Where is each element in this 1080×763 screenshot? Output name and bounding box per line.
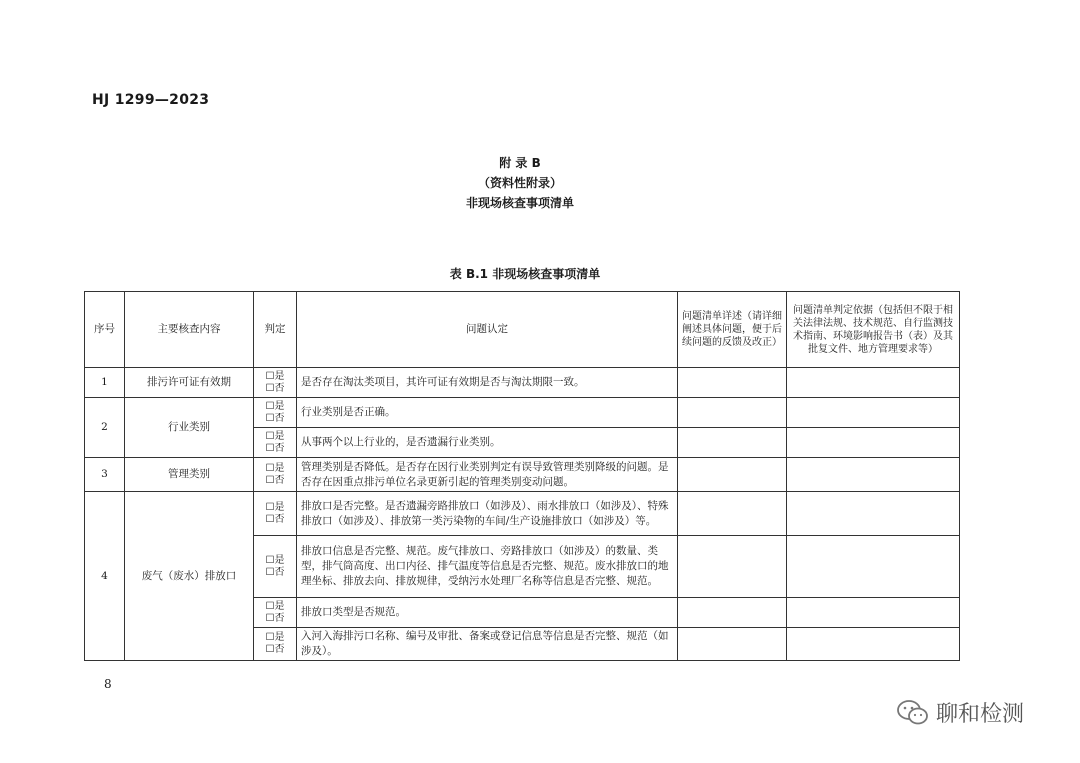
no-checkbox[interactable]: ☐否 bbox=[265, 612, 285, 624]
judge-cell bbox=[254, 598, 297, 628]
row-content: 行业类别 bbox=[125, 398, 254, 458]
no-checkbox[interactable]: ☐否 bbox=[265, 566, 285, 578]
basis-cell[interactable] bbox=[787, 368, 960, 398]
details-cell[interactable] bbox=[678, 398, 787, 428]
basis-cell[interactable] bbox=[787, 428, 960, 458]
judge-cell bbox=[254, 628, 297, 661]
header-judge: 判定 bbox=[254, 292, 297, 368]
row-issue: 排放口类型是否规范。 bbox=[297, 598, 678, 628]
basis-cell[interactable] bbox=[787, 628, 960, 661]
header-details: 问题清单详述（请详细阐述具体问题，便于后续问题的反馈及改正） bbox=[678, 292, 787, 368]
judge-cell bbox=[254, 536, 297, 598]
header-seq: 序号 bbox=[85, 292, 125, 368]
row-content: 废气（废水）排放口 bbox=[125, 492, 254, 661]
row-issue: 排放口信息是否完整、规范。废气排放口、旁路排放口（如涉及）的数量、类型，排气筒高度、出口内径、排气温度等信息是否完整、规范。废水排放口的地理坐标、排放去向、排放规律，受纳污水处理厂名称等信息是否完整、规范。 bbox=[297, 536, 678, 598]
standard-code: HJ 1299—2023 bbox=[92, 92, 210, 108]
details-cell[interactable] bbox=[678, 628, 787, 661]
basis-cell[interactable] bbox=[787, 458, 960, 492]
details-cell[interactable] bbox=[678, 492, 787, 536]
no-checkbox[interactable]: ☐否 bbox=[265, 382, 285, 394]
details-cell[interactable] bbox=[678, 368, 787, 398]
header-basis: 问题清单判定依据（包括但不限于相关法律法规、技术规范、自行监测技术指南、环境影响报告书（表）及其批复文件、地方管理要求等） bbox=[787, 292, 960, 368]
row-content: 管理类别 bbox=[125, 458, 254, 492]
details-cell[interactable] bbox=[678, 598, 787, 628]
yes-checkbox[interactable]: ☐是 bbox=[265, 632, 285, 643]
appendix-subtitle: （资料性附录） bbox=[477, 176, 562, 190]
appendix-name: 非现场核查事项清单 bbox=[465, 196, 574, 210]
table-row bbox=[85, 492, 960, 536]
yes-checkbox[interactable]: ☐是 bbox=[265, 554, 285, 566]
row-issue: 排放口是否完整。是否遗漏旁路排放口（如涉及）、雨水排放口（如涉及）、特殊排放口（如涉及）、排放第一类污染物的车间/生产设施排放口（如涉及）等。 bbox=[297, 492, 678, 536]
judge-cell bbox=[254, 458, 297, 492]
no-checkbox[interactable]: ☐否 bbox=[265, 412, 285, 424]
judge-cell bbox=[254, 428, 297, 458]
table-row bbox=[85, 368, 960, 398]
row-issue: 行业类别是否正确。 bbox=[297, 398, 678, 428]
details-cell[interactable] bbox=[678, 536, 787, 598]
no-checkbox[interactable]: ☐否 bbox=[265, 513, 285, 525]
judge-cell bbox=[254, 492, 297, 536]
judge-cell bbox=[254, 398, 297, 428]
basis-cell[interactable] bbox=[787, 492, 960, 536]
table-caption: 表 B.1 非现场核查事项清单 bbox=[449, 267, 601, 281]
no-checkbox[interactable]: ☐否 bbox=[265, 644, 285, 655]
page-number: 8 bbox=[104, 677, 112, 691]
no-checkbox[interactable]: ☐否 bbox=[265, 474, 285, 486]
checklist-table bbox=[84, 291, 960, 661]
basis-cell[interactable] bbox=[787, 536, 960, 598]
yes-checkbox[interactable]: ☐是 bbox=[265, 600, 285, 612]
row-issue: 是否存在淘汰类项目，其许可证有效期是否与淘汰期限一致。 bbox=[297, 368, 678, 398]
basis-cell[interactable] bbox=[787, 598, 960, 628]
row-seq: 1 bbox=[85, 368, 125, 398]
watermark-text: 聊和检测 bbox=[936, 702, 1025, 727]
details-cell[interactable] bbox=[678, 458, 787, 492]
yes-checkbox[interactable]: ☐是 bbox=[265, 370, 285, 382]
table-row bbox=[85, 458, 960, 492]
table-header-row bbox=[85, 292, 960, 368]
yes-checkbox[interactable]: ☐是 bbox=[265, 501, 285, 513]
appendix-title: 附 录 B bbox=[499, 156, 541, 170]
yes-checkbox[interactable]: ☐是 bbox=[265, 430, 285, 442]
yes-checkbox[interactable]: ☐是 bbox=[265, 400, 285, 412]
row-seq: 3 bbox=[85, 458, 125, 492]
row-content: 排污许可证有效期 bbox=[125, 368, 254, 398]
yes-checkbox[interactable]: ☐是 bbox=[265, 462, 285, 474]
details-cell[interactable] bbox=[678, 428, 787, 458]
wechat-icon bbox=[896, 699, 930, 727]
row-issue: 管理类别是否降低。是否存在因行业类别判定有误导致管理类别降级的问题。是否存在因重点排污单位名录更新引起的管理类别变动问题。 bbox=[297, 458, 678, 492]
judge-cell bbox=[254, 368, 297, 398]
watermark bbox=[896, 697, 1024, 728]
basis-cell[interactable] bbox=[787, 398, 960, 428]
header-content: 主要核查内容 bbox=[125, 292, 254, 368]
row-issue: 入河入海排污口名称、编号及审批、备案或登记信息等信息是否完整、规范（如涉及）。 bbox=[297, 628, 678, 661]
header-issue: 问题认定 bbox=[297, 292, 678, 368]
row-issue: 从事两个以上行业的，是否遗漏行业类别。 bbox=[297, 428, 678, 458]
no-checkbox[interactable]: ☐否 bbox=[265, 442, 285, 454]
table-row bbox=[85, 398, 960, 428]
row-seq: 4 bbox=[85, 492, 125, 661]
row-seq: 2 bbox=[85, 398, 125, 458]
